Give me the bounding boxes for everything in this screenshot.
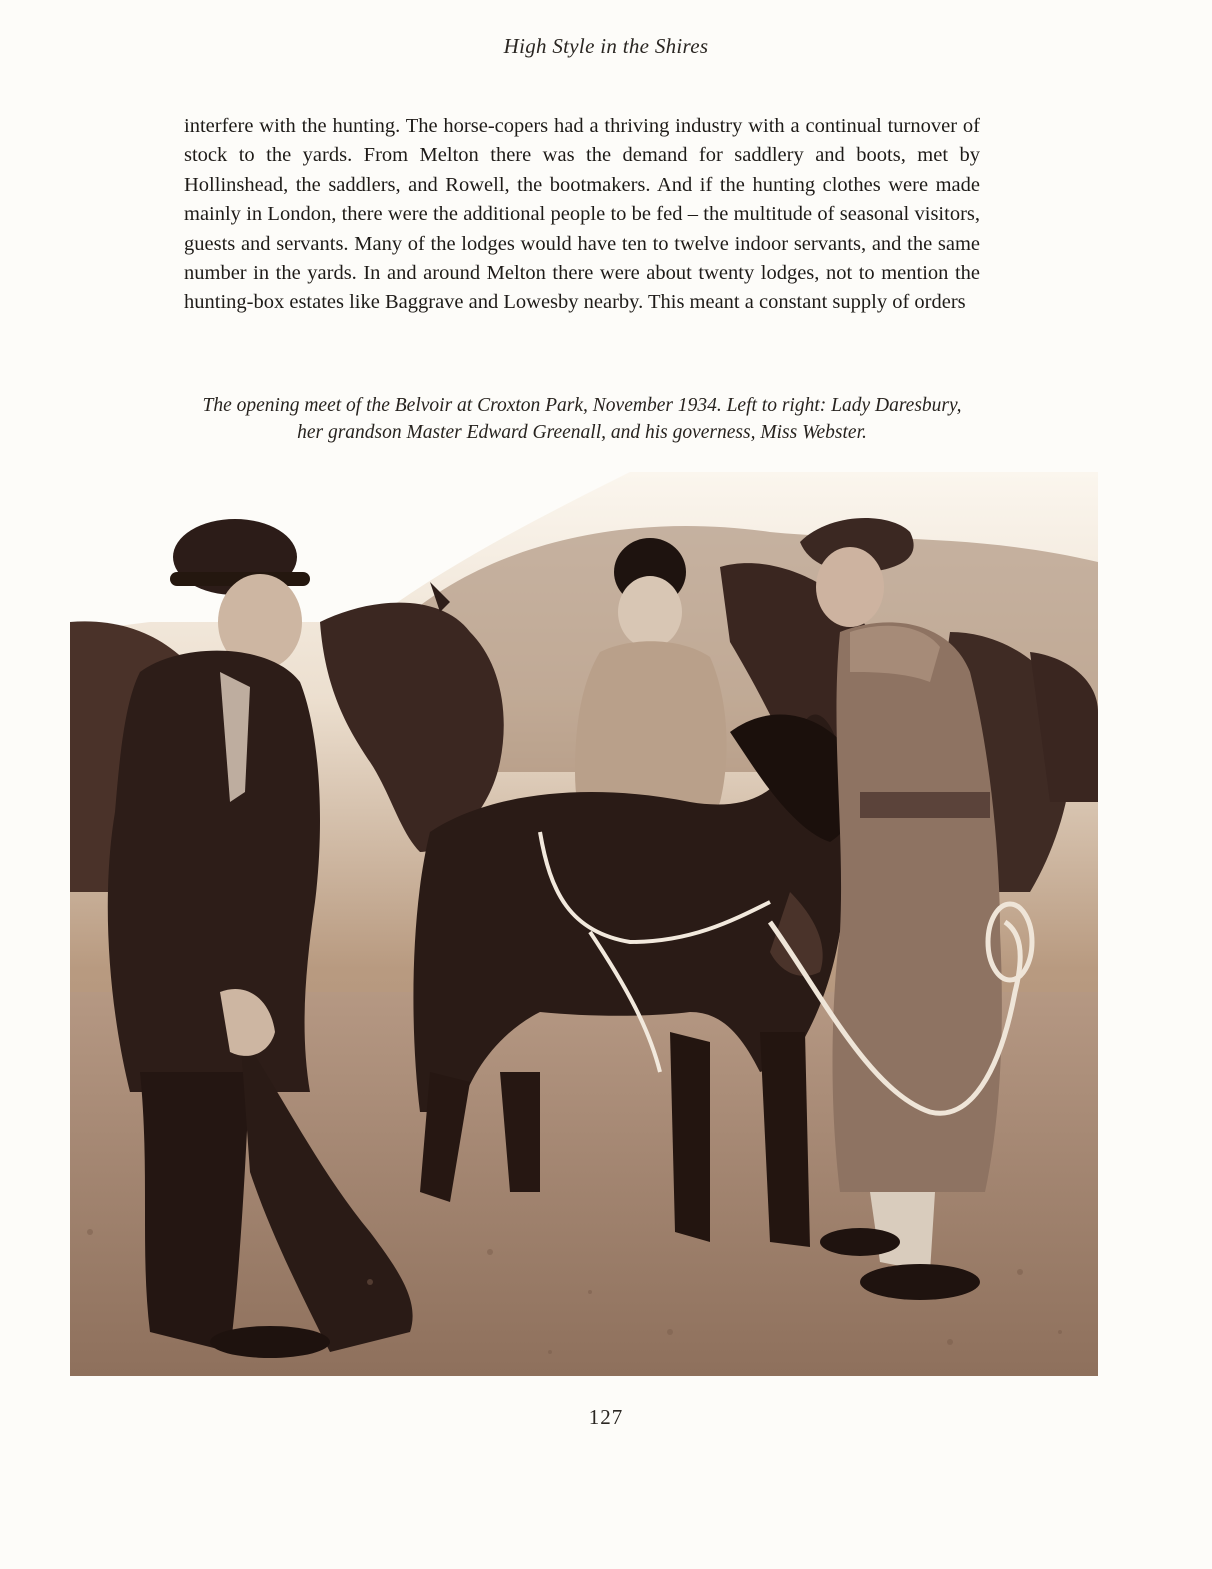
page-number: 127	[588, 1405, 624, 1429]
body-text	[184, 112, 980, 318]
running-header: High Style in the Shires	[503, 34, 709, 58]
sepia-photograph	[70, 472, 1098, 1376]
governess-face	[816, 547, 884, 627]
boy-face	[618, 576, 682, 648]
lady-coat	[108, 651, 320, 1092]
body-paragraph: interfere with the hunting. The horse-copers had a thriving industry with a continual turnover of stock to the yards. From Melton there was the demand for saddlery and boots, met by Hollinshead, the saddlers, and Rowell, the bootmakers. And if the hunting clothes were made mainly in London, there were the additional people to be fed – the multitude of seasonal visitors, guests and servants. Many of the lodges would have ten to twelve indoor servants, and the same number in the yards. In and around Melton there were about twenty lodges, not to mention the hunting-box estates like Baggrave and Lowesby nearby. This meant a constant supply of orders	[184, 115, 980, 314]
photograph-illustration	[70, 472, 1098, 1376]
figure-caption: The opening meet of the Belvoir at Croxton Park, November 1934. Left to right: Lady Daresbury, her grandson Master Edward Greenall, and his governess, Miss Webster.	[202, 395, 962, 443]
